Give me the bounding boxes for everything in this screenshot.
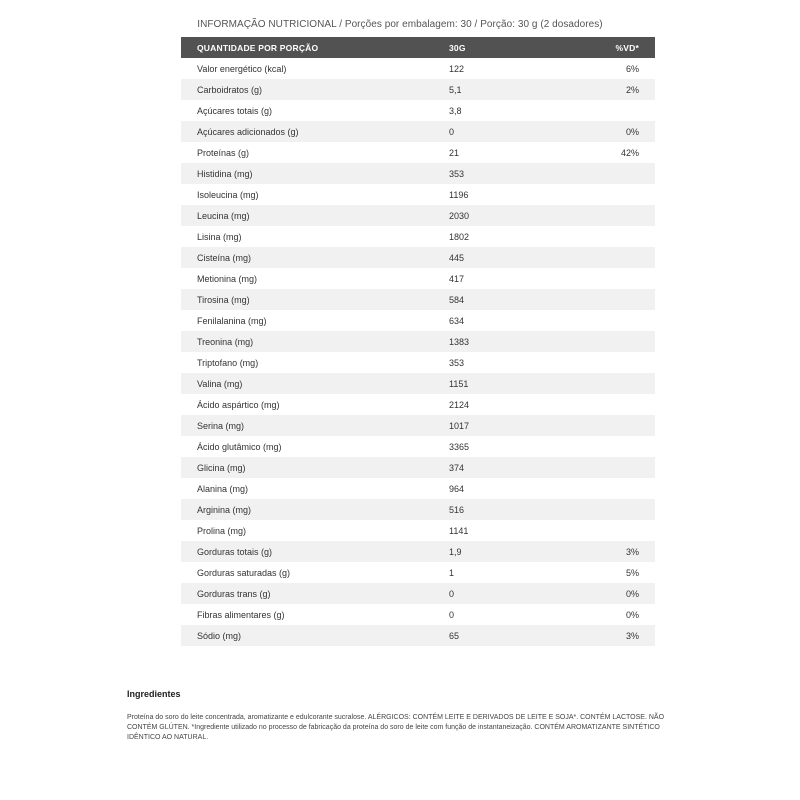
nutrient-quantity: 374: [449, 457, 589, 478]
nutrient-daily-value: 3%: [589, 541, 655, 562]
nutrient-daily-value: [589, 205, 655, 226]
nutrient-quantity: 0: [449, 583, 589, 604]
nutrient-name: Tirosina (mg): [181, 289, 449, 310]
nutrient-quantity: 5,1: [449, 79, 589, 100]
table-row: [181, 562, 655, 583]
nutrient-quantity: 65: [449, 625, 589, 646]
nutrient-daily-value: [589, 499, 655, 520]
nutrient-quantity: 3365: [449, 436, 589, 457]
nutrient-name: Ácido aspártico (mg): [181, 394, 449, 415]
table-row: [181, 604, 655, 625]
nutrient-name: Sódio (mg): [181, 625, 449, 646]
table-row: [181, 163, 655, 184]
table-row: [181, 394, 655, 415]
nutrient-daily-value: [589, 184, 655, 205]
nutrient-daily-value: 3%: [589, 625, 655, 646]
nutrient-daily-value: [589, 163, 655, 184]
nutrient-quantity: 1017: [449, 415, 589, 436]
table-row: [181, 184, 655, 205]
nutrient-quantity: 1: [449, 562, 589, 583]
nutrient-daily-value: [589, 415, 655, 436]
nutrient-name: Serina (mg): [181, 415, 449, 436]
table-body: [181, 58, 655, 646]
table-row: [181, 541, 655, 562]
nutrient-daily-value: [589, 331, 655, 352]
nutrient-name: Gorduras trans (g): [181, 583, 449, 604]
nutrient-name: Carboidratos (g): [181, 79, 449, 100]
nutrient-daily-value: [589, 457, 655, 478]
nutrient-daily-value: 0%: [589, 121, 655, 142]
nutrient-quantity: 417: [449, 268, 589, 289]
header-daily-value: %VD*: [589, 37, 655, 58]
nutrient-quantity: 21: [449, 142, 589, 163]
table-row: [181, 226, 655, 247]
table-row: [181, 625, 655, 646]
nutrient-name: Açúcares adicionados (g): [181, 121, 449, 142]
nutrient-quantity: 584: [449, 289, 589, 310]
table-row: [181, 247, 655, 268]
nutrition-table: [181, 37, 655, 646]
table-row: [181, 499, 655, 520]
ingredients-text: Proteína do soro do leite concentrada, aromatizante e edulcorante sucralose. ALÉRGICOS: CONTÉM LEITE E DERIVADOS DE LEITE E SOJA*. CONTÉM LACTOSE. NÃO CONTÉM GLÚTEN. *Ingrediente utilizado no processo de fabricação da proteína do soro de leite com função de instantaneização. CONTÉM AROMATIZANTE SINTÉTICO IDÊNTICO AO NATURAL.: [127, 714, 665, 741]
nutrient-quantity: 0: [449, 121, 589, 142]
table-row: [181, 583, 655, 604]
table-row: [181, 457, 655, 478]
nutrient-quantity: 2030: [449, 205, 589, 226]
nutrient-name: Ácido glutâmico (mg): [181, 436, 449, 457]
table-row: [181, 100, 655, 121]
nutrient-daily-value: 5%: [589, 562, 655, 583]
table-row: [181, 289, 655, 310]
header-serving-size: 30G: [449, 37, 589, 58]
nutrient-name: Prolina (mg): [181, 520, 449, 541]
nutrient-quantity: 1383: [449, 331, 589, 352]
table-row: [181, 79, 655, 100]
nutrient-name: Lisina (mg): [181, 226, 449, 247]
header-row: [181, 37, 655, 58]
table-row: [181, 373, 655, 394]
table-row: [181, 268, 655, 289]
nutrient-name: Açúcares totais (g): [181, 100, 449, 121]
nutrition-caption: INFORMAÇÃO NUTRICIONAL / Porções por embalagem: 30 / Porção: 30 g (2 dosadores): [197, 19, 603, 30]
nutrient-quantity: 516: [449, 499, 589, 520]
table-row: [181, 205, 655, 226]
table-row: [181, 478, 655, 499]
table-row: [181, 331, 655, 352]
nutrient-daily-value: [589, 373, 655, 394]
nutrient-quantity: 353: [449, 352, 589, 373]
nutrient-name: Valor energético (kcal): [181, 58, 449, 79]
nutrient-daily-value: [589, 100, 655, 121]
nutrient-daily-value: 2%: [589, 79, 655, 100]
nutrient-quantity: 2124: [449, 394, 589, 415]
nutrient-name: Fibras alimentares (g): [181, 604, 449, 625]
nutrient-quantity: 964: [449, 478, 589, 499]
nutrient-quantity: 634: [449, 310, 589, 331]
nutrient-name: Gorduras totais (g): [181, 541, 449, 562]
nutrient-daily-value: 0%: [589, 583, 655, 604]
nutrient-name: Treonina (mg): [181, 331, 449, 352]
nutrient-quantity: 1802: [449, 226, 589, 247]
nutrient-daily-value: [589, 436, 655, 457]
nutrient-name: Valina (mg): [181, 373, 449, 394]
nutrient-quantity: 1151: [449, 373, 589, 394]
table-row: [181, 121, 655, 142]
nutrient-daily-value: [589, 226, 655, 247]
nutrient-daily-value: [589, 268, 655, 289]
nutrient-name: Histidina (mg): [181, 163, 449, 184]
nutrient-name: Cisteína (mg): [181, 247, 449, 268]
nutrient-name: Leucina (mg): [181, 205, 449, 226]
nutrient-daily-value: [589, 394, 655, 415]
nutrient-name: Isoleucina (mg): [181, 184, 449, 205]
header-quantity-per-serving: QUANTIDADE POR PORÇÃO: [181, 37, 449, 58]
nutrient-daily-value: 0%: [589, 604, 655, 625]
nutrient-name: Triptofano (mg): [181, 352, 449, 373]
nutrient-name: Glicina (mg): [181, 457, 449, 478]
table-row: [181, 58, 655, 79]
nutrient-quantity: 3,8: [449, 100, 589, 121]
nutrient-quantity: 0: [449, 604, 589, 625]
table-row: [181, 142, 655, 163]
nutrient-quantity: 1196: [449, 184, 589, 205]
nutrient-name: Gorduras saturadas (g): [181, 562, 449, 583]
table-row: [181, 436, 655, 457]
table-row: [181, 352, 655, 373]
nutrient-quantity: 122: [449, 58, 589, 79]
nutrient-daily-value: [589, 520, 655, 541]
nutrient-daily-value: [589, 289, 655, 310]
nutrient-daily-value: [589, 478, 655, 499]
nutrient-name: Arginina (mg): [181, 499, 449, 520]
nutrient-name: Metionina (mg): [181, 268, 449, 289]
nutrient-quantity: 1141: [449, 520, 589, 541]
table-row: [181, 310, 655, 331]
nutrient-name: Alanina (mg): [181, 478, 449, 499]
nutrient-daily-value: 42%: [589, 142, 655, 163]
ingredients-title: Ingredientes: [127, 689, 181, 699]
nutrient-daily-value: [589, 310, 655, 331]
table-row: [181, 415, 655, 436]
table-header: [181, 37, 655, 58]
nutrient-name: Proteínas (g): [181, 142, 449, 163]
nutrient-daily-value: 6%: [589, 58, 655, 79]
nutrient-quantity: 445: [449, 247, 589, 268]
nutrient-daily-value: [589, 352, 655, 373]
nutrient-daily-value: [589, 247, 655, 268]
nutrient-name: Fenilalanina (mg): [181, 310, 449, 331]
nutrient-quantity: 353: [449, 163, 589, 184]
table-row: [181, 520, 655, 541]
nutrient-quantity: 1,9: [449, 541, 589, 562]
